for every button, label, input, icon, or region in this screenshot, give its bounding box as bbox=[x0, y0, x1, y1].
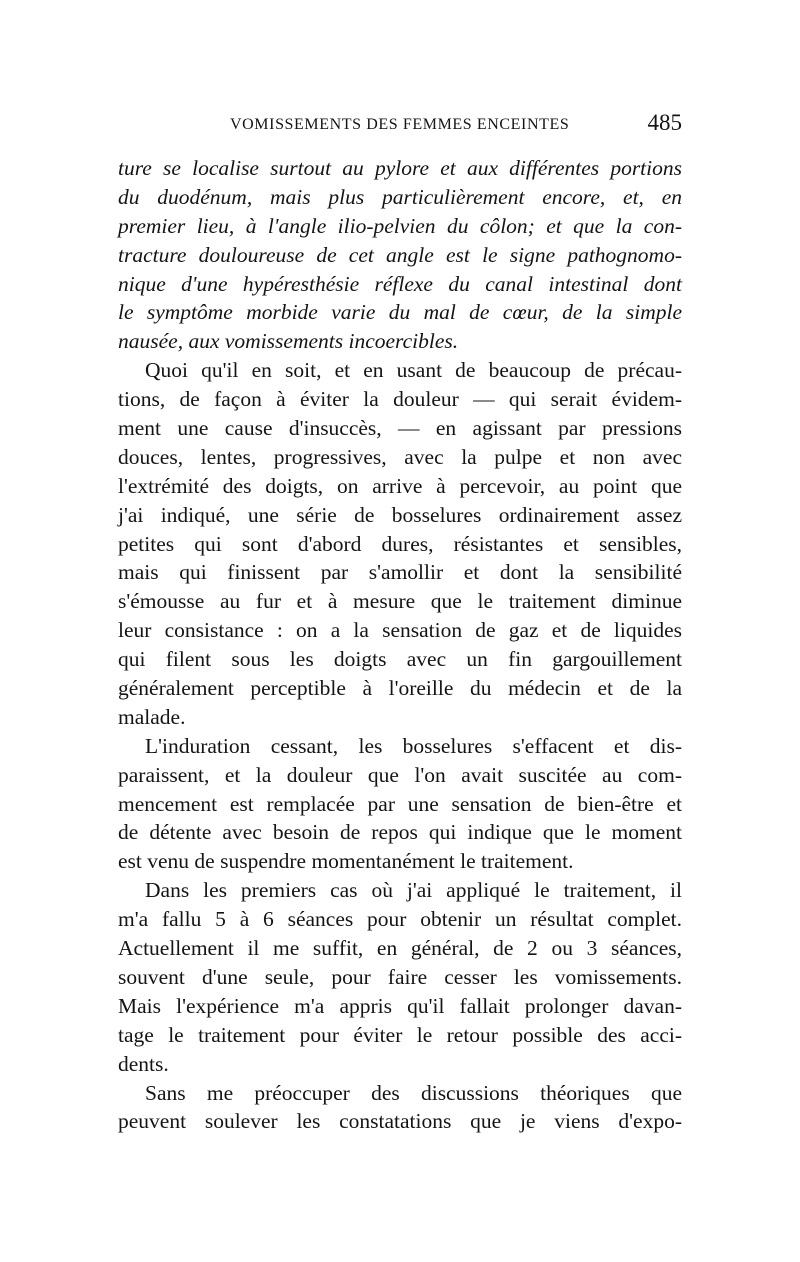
text-line: le symptôme morbide varie du mal de cœur, de la simple bbox=[118, 300, 682, 325]
text-line: est venu de suspendre momentanément le traitement. bbox=[118, 849, 574, 874]
text-line: mais qui finissent par s'amollir et dont la sensibilité bbox=[118, 560, 682, 585]
text-line: petites qui sont d'abord dures, résistantes et sensibles, bbox=[118, 531, 682, 556]
text-line: Actuellement il me suffit, en général, de 2 ou 3 séances, bbox=[118, 936, 682, 961]
running-header bbox=[118, 110, 682, 144]
text-line: Dans les premiers cas où j'ai appliqué le traitement, il bbox=[145, 878, 682, 903]
page-number: 485 bbox=[647, 110, 682, 135]
text-line: souvent d'une seule, pour faire cesser les vomissements. bbox=[118, 964, 682, 989]
text-line: ment une cause d'insuccès, — en agissant par pressions bbox=[118, 416, 682, 441]
book-page bbox=[118, 110, 682, 1136]
text-line: leur consistance : on a la sensation de gaz et de liquides bbox=[118, 618, 682, 643]
text-line: Sans me préoccuper des discussions théoriques que bbox=[145, 1080, 682, 1105]
text-line: Mais l'expérience m'a appris qu'il fallait prolonger davan- bbox=[118, 993, 682, 1018]
text-line: tage le traitement pour éviter le retour possible des acci- bbox=[118, 1022, 682, 1047]
text-line: peuvent soulever les constatations que je viens d'expo- bbox=[118, 1109, 682, 1134]
text-line: l'extrémité des doigts, on arrive à percevoir, au point que bbox=[118, 473, 682, 498]
text-line: mencement est remplacée par une sensation de bien-être et bbox=[118, 791, 682, 816]
running-title: VOMISSEMENTS DES FEMMES ENCEINTES bbox=[230, 116, 570, 133]
text-line: dents. bbox=[118, 1051, 169, 1076]
body-text bbox=[118, 154, 682, 1136]
text-line: généralement perceptible à l'oreille du médecin et de la bbox=[118, 676, 682, 701]
text-line: tions, de façon à éviter la douleur — qui serait évidem- bbox=[118, 387, 682, 412]
text-line: j'ai indiqué, une série de bosselures ordinairement assez bbox=[118, 502, 682, 527]
text-line: m'a fallu 5 à 6 séances pour obtenir un résultat complet. bbox=[118, 907, 682, 932]
text-line: qui filent sous les doigts avec un fin gargouillement bbox=[118, 647, 682, 672]
text-line: nique d'une hypéresthésie réflexe du canal intestinal dont bbox=[118, 271, 682, 296]
text-line: s'émousse au fur et à mesure que le traitement diminue bbox=[118, 589, 682, 614]
text-line: douces, lentes, progressives, avec la pulpe et non avec bbox=[118, 444, 682, 469]
text-line: tracture douloureuse de cet angle est le signe pathognomo- bbox=[118, 242, 682, 267]
text-line: premier lieu, à l'angle ilio-pelvien du côlon; et que la con- bbox=[118, 213, 682, 238]
text-line: paraissent, et la douleur que l'on avait suscitée au com- bbox=[118, 762, 682, 787]
text-line: Quoi qu'il en soit, et en usant de beaucoup de précau- bbox=[145, 358, 682, 383]
text-line: de détente avec besoin de repos qui indique que le moment bbox=[118, 820, 682, 845]
text-line: du duodénum, mais plus particulièrement encore, et, en bbox=[118, 184, 682, 209]
text-line: L'induration cessant, les bosselures s'effacent et dis- bbox=[145, 733, 682, 758]
text-line: malade. bbox=[118, 704, 186, 729]
text-line: ture se localise surtout au pylore et aux différentes portions bbox=[118, 156, 682, 180]
text-line: nausée, aux vomissements incoercibles. bbox=[118, 329, 459, 354]
